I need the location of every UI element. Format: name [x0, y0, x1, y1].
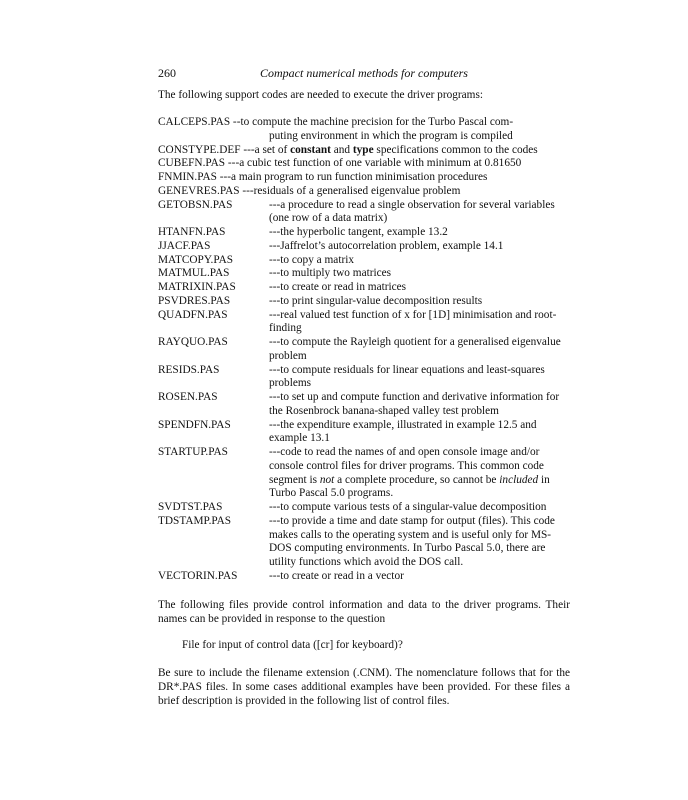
file-name: GETOBSN.PAS — [158, 198, 233, 211]
running-title: Compact numerical methods for computers — [260, 66, 468, 80]
page-header — [158, 66, 570, 84]
file-description: ---to compute the Rayleigh quotient for a generalised eigenvalue — [269, 336, 561, 348]
file-entry — [158, 240, 570, 254]
file-description-continued: the Rosenbrock banana-shaped valley test problem — [269, 404, 499, 417]
file-description: ---to create or read in a vector — [269, 569, 404, 582]
file-name: STARTUP.PAS — [158, 446, 228, 458]
file-name: GENEVRES.PAS — [158, 184, 240, 197]
file-name: MATRIXIN.PAS — [158, 281, 236, 293]
file-description: ---to compute various tests of a singular-value decomposition — [269, 501, 547, 513]
file-name: TDSTAMP.PAS — [158, 514, 232, 527]
file-description-continued: problem — [269, 349, 307, 362]
file-entry — [158, 267, 570, 281]
file-entry — [158, 295, 570, 309]
file-description: ---a procedure to read a single observation for several variables — [269, 198, 555, 211]
file-entry — [158, 281, 570, 295]
file-description: ---to copy a matrix — [269, 253, 355, 266]
file-description: ---to multiply two matrices — [269, 267, 392, 280]
file-name: JJACF.PAS — [158, 239, 211, 252]
filename-extension-paragraph: Be sure to include the filename extension (.CNM). The nomenclature follows that for the DR*.PAS files. In some cases additional examples have been provided. For these files a brief description is provided in the following list of control files. — [158, 666, 570, 707]
file-description: ---a set of constant and type specifications common to the codes — [240, 143, 538, 156]
file-name: CALCEPS.PAS — [158, 116, 231, 128]
file-description-continued: DOS computing environments. In Turbo Pascal 5.0, there are — [269, 542, 546, 555]
file-description: ---to compute residuals for linear equations and least-squares — [269, 363, 545, 376]
intro-sentence: The following support codes are needed to execute the driver programs: — [158, 89, 483, 101]
file-description-continued: Turbo Pascal 5.0 programs. — [269, 487, 394, 500]
file-entry — [158, 157, 570, 171]
file-description-continued: puting environment in which the program is compiled — [269, 129, 513, 142]
file-description-continued: segment is not a complete procedure, so cannot be included in — [269, 473, 550, 486]
file-entry — [158, 171, 570, 185]
file-entry — [158, 364, 570, 392]
file-name: SVDTST.PAS — [158, 501, 223, 513]
file-entry — [158, 570, 570, 584]
file-name: QUADFN.PAS — [158, 308, 228, 321]
file-entry — [158, 419, 570, 447]
file-description: ---real valued test function of x for [1D] minimisation and root- — [269, 308, 557, 321]
file-entry — [158, 226, 570, 240]
file-entry — [158, 501, 570, 515]
file-entry — [158, 515, 570, 570]
file-entry — [158, 185, 570, 199]
file-description: ---to print singular-value decomposition results — [269, 294, 483, 307]
file-name: HTANFN.PAS — [158, 226, 226, 238]
file-description: ---a cubic test function of one variable with minimum at 0.81650 — [225, 157, 522, 170]
page-number: 260 — [158, 66, 176, 80]
file-entry — [158, 144, 570, 158]
file-name: MATMUL.PAS — [158, 267, 230, 280]
file-name: RAYQUO.PAS — [158, 336, 228, 348]
file-name: MATCOPY.PAS — [158, 253, 234, 266]
file-description: ---residuals of a generalised eigenvalue problem — [239, 184, 461, 197]
file-description-continued: finding — [269, 322, 302, 335]
file-entry — [158, 336, 570, 364]
file-entry — [158, 199, 570, 227]
document-page — [158, 66, 570, 708]
file-description: ---Jaffrelot’s autocorrelation problem, example 14.1 — [269, 239, 504, 252]
control-files-paragraph: The following files provide control information and data to the driver programs. Their names can be provided in response to the question — [158, 598, 570, 625]
file-name: RESIDS.PAS — [158, 363, 220, 376]
file-name: FNMIN.PAS — [158, 171, 217, 183]
file-description: ---a main program to run function minimisation procedures — [216, 171, 488, 183]
support-file-list — [158, 116, 570, 584]
file-entry — [158, 116, 570, 144]
file-description-continued: example 13.1 — [269, 432, 330, 445]
file-description-continued: makes calls to the operating system and is useful only for MS- — [269, 528, 552, 541]
file-name: SPENDFN.PAS — [158, 418, 231, 431]
file-entry — [158, 254, 570, 268]
file-name: CONSTYPE.DEF — [158, 143, 241, 156]
file-name: PSVDRES.PAS — [158, 294, 231, 307]
file-name: CUBEFN.PAS — [158, 157, 226, 170]
file-entry — [158, 391, 570, 419]
file-description: ---code to read the names of and open console image and/or — [269, 446, 540, 458]
file-name: VECTORIN.PAS — [158, 569, 238, 582]
file-description-continued: problems — [269, 377, 312, 390]
file-name: ROSEN.PAS — [158, 391, 218, 403]
file-description-continued: console control files for driver programs. This common code — [269, 459, 544, 472]
file-description-continued: utility functions which avoid the DOS call. — [269, 556, 464, 568]
file-entry — [158, 446, 570, 501]
file-description: ---to create or read in matrices — [269, 281, 407, 293]
file-description: ---the expenditure example, illustrated in example 12.5 and — [269, 418, 537, 431]
file-description: ---to provide a time and date stamp for output (files). This code — [269, 514, 555, 527]
input-prompt-question: File for input of control data ([cr] for keyboard)? — [182, 638, 403, 651]
file-description-continued: (one row of a data matrix) — [269, 212, 388, 225]
file-description: ---to set up and compute function and derivative information for — [269, 391, 560, 403]
file-description: ---the hyperbolic tangent, example 13.2 — [269, 226, 448, 238]
file-description: --to compute the machine precision for the Turbo Pascal com- — [230, 116, 514, 128]
file-entry — [158, 309, 570, 337]
